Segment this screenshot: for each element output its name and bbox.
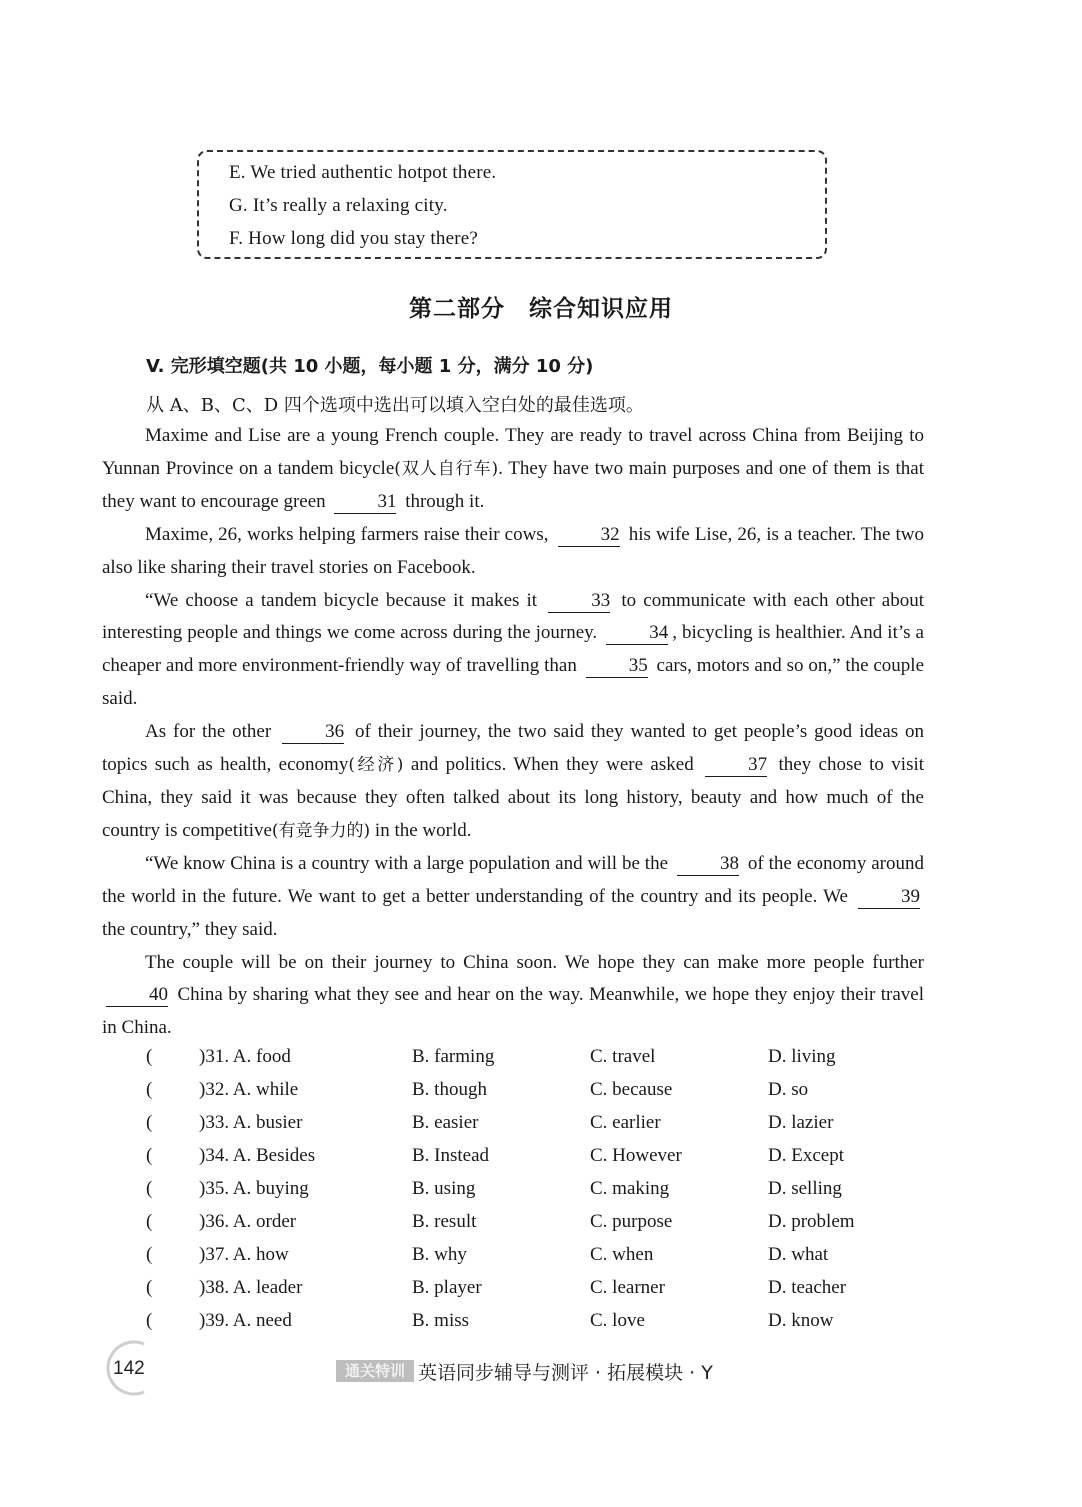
answer-paren[interactable]: ( [146,1244,153,1265]
option-b: B. farming [412,1046,495,1067]
answer-paren[interactable]: ( [146,1310,153,1331]
question-row [146,1211,926,1241]
option-d: D. so [768,1079,809,1100]
text: through it. [405,490,485,512]
option-c: C. love [590,1310,645,1331]
option-d: D. know [768,1310,834,1331]
blank-34[interactable]: 34 [606,622,668,645]
blank-35[interactable]: 35 [586,655,648,678]
paragraph-6 [102,947,924,1046]
question-row [146,1079,926,1109]
answer-paren[interactable]: ( [146,1277,153,1298]
text: cars, motors and so on,” the couple said. [102,655,925,710]
option-b: B. player [412,1277,482,1298]
option-b: B. why [412,1244,467,1265]
option-box [197,150,827,259]
blank-37[interactable]: 37 [705,754,767,777]
option-d: D. teacher [768,1277,847,1298]
answer-paren[interactable]: ( [146,1178,153,1199]
text: to communicate with each other about interesting people and things we come across during the journey. [102,589,924,644]
text: in the world. [374,819,472,841]
question-row [146,1145,926,1175]
option-a: )31. A. food [199,1046,291,1067]
option-c: C. travel [590,1046,656,1067]
chinese-gloss: (双人自行车) [394,458,499,479]
text: “We know China is a country with a large population and will be the [145,852,669,874]
option-b: B. though [412,1079,487,1100]
answer-paren[interactable]: ( [146,1079,153,1100]
part-header: V. 完形填空题(共 10 小题，每小题 1 分，满分 10 分) [146,356,594,377]
option-b: B. result [412,1211,477,1232]
option-b: B. easier [412,1112,479,1133]
blank-39[interactable]: 39 [858,886,920,909]
option-d: D. lazier [768,1112,834,1133]
text: his wife Lise, 26, is a teacher. The two also like sharing their travel stories on Facebook. [102,523,924,578]
option-a: )33. A. busier [199,1112,303,1133]
paragraph-3 [102,585,924,717]
text: Maxime, 26, works helping farmers raise their cows, [145,523,549,545]
option-b: B. miss [412,1310,470,1331]
answer-paren[interactable]: ( [146,1046,153,1067]
footer-title: 英语同步辅导与测评 · 拓展模块 · Y [418,1362,713,1384]
paragraph-2 [102,519,924,585]
option-c: C. because [590,1079,673,1100]
paragraph-5 [102,848,924,947]
text: they chose to visit China, they said it was because they often talked about its long history, beauty and how much of the country is competitive [102,754,925,841]
answer-paren[interactable]: ( [146,1211,153,1232]
paragraph-1 [102,420,924,519]
option-line-e: E. We tried authentic hotpot there. [229,162,497,183]
option-line-g: G. It’s really a relaxing city. [229,195,448,216]
question-row [146,1244,926,1274]
text: and politics. When they were asked [410,754,694,776]
section-title: 第二部分 综合知识应用 [409,295,673,322]
cloze-passage [102,420,924,1045]
chinese-gloss: (有竞争力的) [271,820,371,841]
question-row [146,1277,926,1307]
blank-32[interactable]: 32 [558,524,620,547]
footer-brand-logo: 通关特训 [336,1360,414,1382]
text: “We choose a tandem bicycle because it makes it [145,589,538,611]
option-c: C. purpose [590,1211,673,1232]
text: , bicycling is healthier. And it’s a cheaper and more environment-friendly way of travelling than [102,622,924,677]
option-d: D. selling [768,1178,842,1199]
blank-38[interactable]: 38 [677,853,739,876]
chinese-gloss: (经济) [348,755,404,776]
option-c: C. when [590,1244,654,1265]
option-a: )36. A. order [199,1211,297,1232]
option-line-f: F. How long did you stay there? [229,228,479,249]
blank-36[interactable]: 36 [282,721,344,744]
question-row [146,1178,926,1208]
option-a: )34. A. Besides [199,1145,316,1166]
blank-31[interactable]: 31 [334,491,396,514]
option-d: D. what [768,1244,829,1265]
option-a: )37. A. how [199,1244,289,1265]
option-d: D. Except [768,1145,844,1166]
text: . They have two main purposes and one of them is that they want to encourage green [102,457,924,512]
option-a: )35. A. buying [199,1178,309,1199]
instruction: 从 A、B、C、D 四个选项中选出可以填入空白处的最佳选项。 [146,395,644,416]
text: China by sharing what they see and hear on the way. Meanwhile, we hope they enjoy their travel in China. [102,984,924,1039]
answer-paren[interactable]: ( [146,1145,153,1166]
question-row [146,1310,926,1340]
option-c: C. learner [590,1277,665,1298]
text: As for the other [145,721,272,743]
option-d: D. problem [768,1211,855,1232]
text: of the economy around the world in the future. We want to get a better understanding of the country and its people. We [102,852,924,907]
option-c: C. However [590,1145,682,1166]
text: Maxime and Lise are a young French couple. They are ready to travel across China from Beijing to Yunnan Province on a tandem bicycle [102,425,924,479]
option-c: C. making [590,1178,670,1199]
text: the country,” they said. [102,918,278,940]
blank-40[interactable]: 40 [106,984,168,1007]
answer-paren[interactable]: ( [146,1112,153,1133]
paragraph-4 [102,716,924,848]
option-b: B. Instead [412,1145,490,1166]
option-a: )32. A. while [199,1079,299,1100]
option-c: C. earlier [590,1112,661,1133]
text: of their journey, the two said they wanted to get people’s good ideas on topics such as health, economy [102,721,924,776]
text: The couple will be on their journey to China soon. We hope they can make more people further [145,951,924,973]
option-a: )39. A. need [199,1310,292,1331]
page-number: 142 [113,1358,145,1379]
option-a: )38. A. leader [199,1277,303,1298]
option-d: D. living [768,1046,836,1067]
blank-33[interactable]: 33 [548,590,610,613]
option-b: B. using [412,1178,476,1199]
question-row [146,1046,926,1076]
question-row [146,1112,926,1142]
